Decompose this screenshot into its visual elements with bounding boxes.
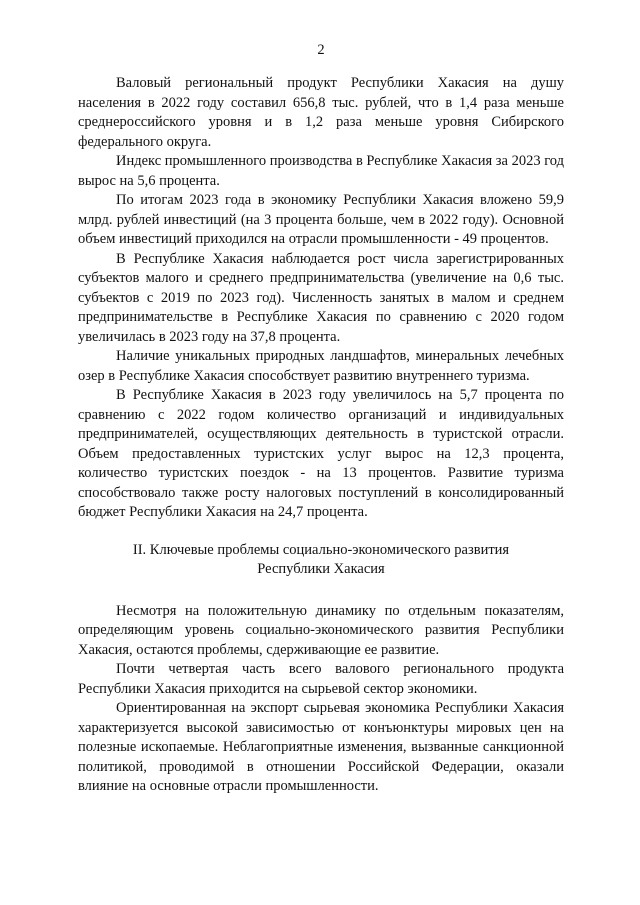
paragraph-investments: По итогам 2023 года в экономику Республики Хакасия вложено 59,9 млрд. рублей инвестиций (на 3 процента больше, чем в 2022 году). Основной объем инвестиций приходился на отрасли промышленности - 49 процентов. [78,192,564,247]
section-heading-line-2: Республики Хакасия [257,561,385,577]
section-heading-line-1: II. Ключевые проблемы социально-экономического развития [132,541,510,558]
paragraph-industrial-index: Индекс промышленного производства в Республике Хакасия за 2023 год вырос на 5,6 процента. [78,153,564,189]
section-heading [78,541,564,580]
paragraph-problems-intro: Несмотря на положительную динамику по отдельным показателям, определяющим уровень социально-экономического развития Республики Хакасия, остаются проблемы, сдерживающие ее развитие. [78,602,564,658]
page-number: 2 [317,42,325,58]
paragraph-export-dependence: Ориентированная на экспорт сырьевая экономика Республики Хакасия характеризуется высокой зависимостью от конъюнктуры мировых цен на полезные ископаемые. Неблагоприятные изменения, вызванные санкционной политикой, проводимой в отношении Российской Федерации, оказали влияние на основные отрасли промышленности. [78,700,564,794]
paragraph-landscapes: Наличие уникальных природных ландшафтов, минеральных лечебных озер в Республике Хакасия способствует развитию внутреннего туризма. [78,348,564,384]
paragraph-small-business: В Республике Хакасия наблюдается рост числа зарегистрированных субъектов малого и среднего предпринимательства (увеличение на 0,6 тыс. субъектов с 2019 по 2023 год). Численность занятых в малом и среднем предпринимательстве в Республике Хакасия по сравнению с 2020 годом увеличилась в 2023 году на 37,8 процента. [78,250,564,345]
paragraph-grp-per-capita: Валовый региональный продукт Республики Хакасия на душу населения в 2022 году составил 656,8 тыс. рублей, что в 1,4 раза меньше среднероссийского уровня и в 1,2 раза меньше уровня Сибирского федерального округа. [78,75,564,150]
paragraph-raw-sector: Почти четвертая часть всего валового регионального продукта Республики Хакасия приходится на сырьевой сектор экономики. [78,661,564,697]
document-page [78,40,564,797]
paragraph-tourism: В Республике Хакасия в 2023 году увеличилось на 5,7 процента по сравнению с 2022 годом количество организаций и индивидуальных предпринимателей, осуществляющих деятельность в туристской отрасли. Объем предоставленных туристских услуг вырос на 12,3 процента, количество туристских поездок - на 13 процентов. Развитие туризма способствовало также росту налоговых поступлений в консолидированный бюджет Республики Хакасия на 24,7 процента. [78,387,564,520]
